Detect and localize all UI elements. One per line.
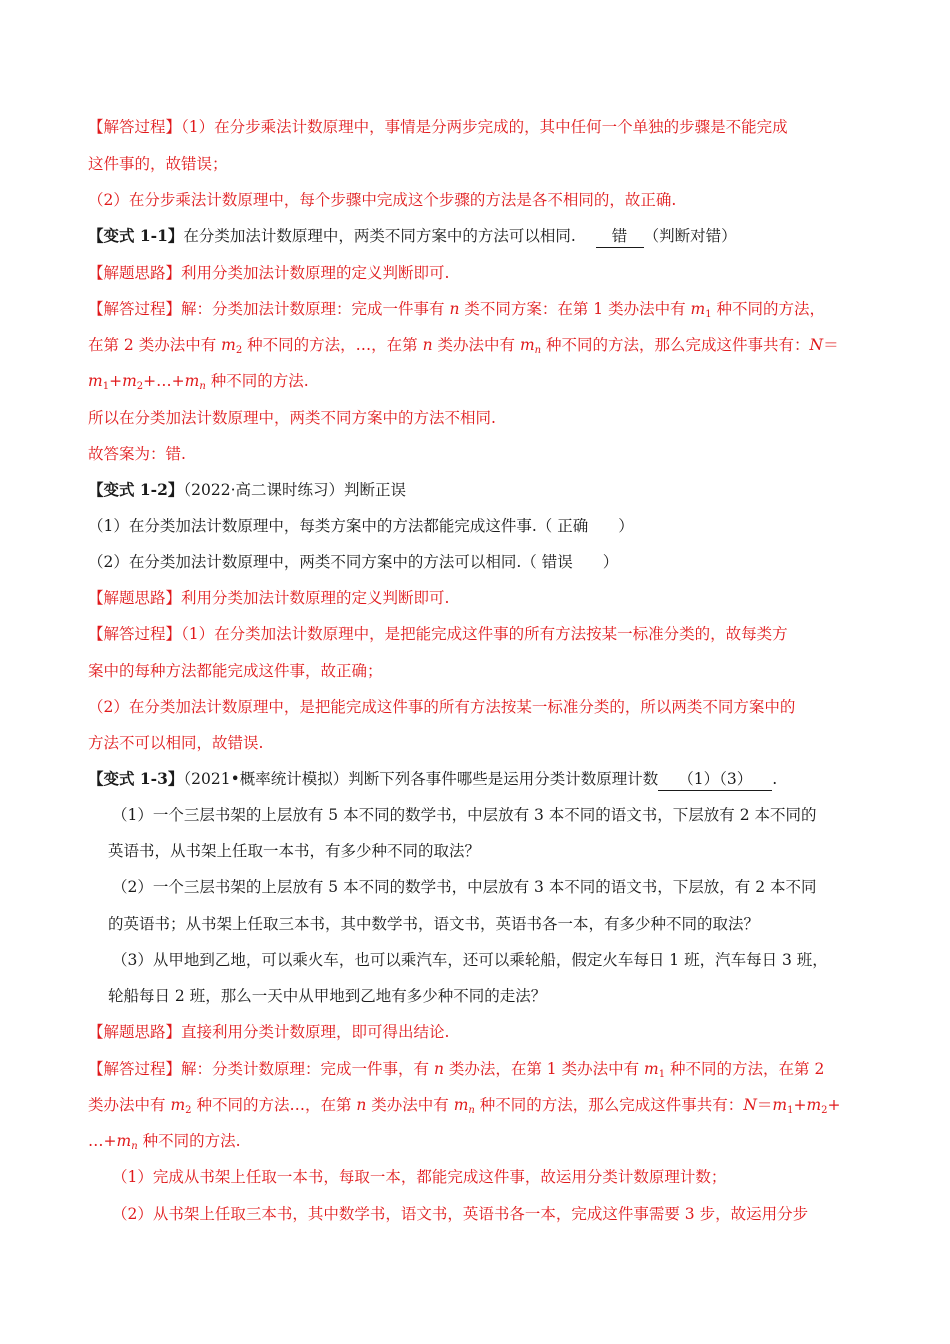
section-tag: 【解答过程】	[88, 118, 182, 136]
answer-line: 故答案为：错.	[88, 445, 186, 463]
answer: 正确	[552, 517, 589, 535]
variant-1-1-question	[88, 225, 737, 248]
section-tag: 【解答过程】	[88, 625, 182, 643]
math-sub: n	[131, 1141, 138, 1152]
math-sub: n	[468, 1105, 475, 1116]
text: 种不同的方法，那么完成这件事共有：	[474, 1096, 744, 1114]
question-text: （2021•概率统计模拟）判断下列各事件哪些是运用分类计数原理计数	[183, 770, 659, 788]
sub-question: 轮船每日 2 班，那么一天中从甲地到乙地有多少种不同的走法？	[108, 987, 547, 1005]
text: （1）在分步乘法计数原理中，事情是分两步完成的，其中任何一个单独的步骤是不能完成	[181, 118, 788, 136]
text: +	[793, 1096, 807, 1114]
text: 种不同的方法.	[137, 1132, 241, 1150]
section-tag: 【变式 1-3】	[88, 769, 184, 788]
text: （1）在分类加法计数原理中，是把能完成这件事的所有方法按某一标准分类的，故每类方	[181, 625, 788, 643]
text: .	[772, 770, 778, 788]
answer: 错误	[536, 553, 573, 571]
text: 直接利用分类计数原理，即可得出结论.	[181, 1023, 450, 1041]
answer-process-line	[88, 116, 788, 138]
variant-1-3-question	[88, 768, 777, 791]
sub-question: （2）一个三层书架的上层放有 5 本不同的数学书，中层放有 3 本不同的语文书，下层放，有 2 本不同	[112, 878, 817, 896]
answer-process-line	[88, 1094, 841, 1116]
text: 种不同的方法.	[205, 372, 309, 390]
answer-process-line	[88, 1130, 241, 1152]
answer-process-line: （2）从书架上任取三本书，其中数学书，语文书，英语书各一本，完成这件事需要 3 步，故运用分步	[112, 1205, 809, 1223]
math-var: N	[809, 336, 824, 354]
text: （2）在分类加法计数原理中，两类不同方案中的方法可以相同.（	[88, 553, 537, 571]
answer-process-line: 这件事的，故错误；	[88, 155, 228, 173]
question-text: 在分类加法计数原理中，两类不同方案中的方法可以相同.	[183, 227, 576, 245]
answer-blank: （1）（3）	[658, 768, 772, 791]
math-sub: 1	[705, 309, 712, 320]
math-var: m	[122, 372, 137, 390]
text: 类不同方案：在第 1 类办法中有	[459, 300, 691, 318]
math-var: N	[743, 1096, 757, 1114]
answer-process-line: （1）完成从书架上任取一本书，每取一本，都能完成这件事，故运用分类计数原理计数；	[112, 1168, 727, 1186]
answer-process-line	[88, 298, 825, 320]
math-sub: 1	[102, 381, 110, 392]
text: +	[827, 1096, 841, 1114]
section-tag: 【解题思路】	[88, 1023, 182, 1041]
math-sub: n	[199, 381, 206, 392]
math-var: m	[519, 336, 535, 354]
math-var: m	[170, 1096, 186, 1114]
math-sub: 1	[787, 1105, 794, 1116]
answer-process-line	[88, 623, 788, 645]
text: ＝	[823, 336, 839, 354]
sub-question	[88, 551, 618, 573]
math-var: m	[221, 336, 236, 354]
text: 解：分类加法计数原理：完成一件事有	[181, 300, 450, 318]
section-tag: 【解答过程】	[88, 300, 182, 318]
math-sub: 2	[136, 381, 144, 392]
suffix: （判断对错）	[643, 227, 737, 245]
answer-process-line	[88, 334, 839, 356]
text: 在第 2 类办法中有	[88, 336, 222, 354]
answer-process-line: （2）在分步乘法计数原理中，每个步骤中完成这个步骤的方法是各不相同的，故正确.	[88, 191, 677, 209]
text: 种不同的方法，…，在第	[242, 336, 423, 354]
math-var: n	[356, 1096, 367, 1114]
math-var: n	[422, 336, 433, 354]
text: 利用分类加法计数原理的定义判断即可.	[181, 264, 450, 282]
section-tag: 【解题思路】	[88, 264, 182, 282]
math-sub: 2	[235, 345, 243, 356]
text: ）	[602, 553, 619, 571]
text: …+	[88, 1132, 117, 1150]
section-tag: 【解答过程】	[88, 1060, 182, 1078]
math-var: m	[772, 1096, 788, 1114]
solution-idea-line	[88, 262, 449, 284]
answer-process-line: 案中的每种方法都能完成这件事，故正确；	[88, 662, 383, 680]
text: 类办法中有	[432, 336, 520, 354]
sub-question: 英语书，从书架上任取一本书，有多少种不同的取法？	[108, 842, 481, 860]
text: （1）在分类加法计数原理中，每类方案中的方法都能完成这件事.（	[88, 517, 553, 535]
math-var: m	[453, 1096, 469, 1114]
text: ）	[618, 517, 634, 535]
question-text: （2022·高二课时练习）判断正误	[183, 481, 407, 499]
section-tag: 【解题思路】	[88, 589, 182, 607]
text: 类办法，在第 1 类办法中有	[443, 1060, 645, 1078]
text: +	[109, 372, 123, 390]
answer-process-line: （2）在分类加法计数原理中，是把能完成这件事的所有方法按某一标准分类的，所以两类不同方案中的	[88, 698, 796, 716]
sub-question	[88, 515, 634, 537]
math-var: n	[449, 300, 460, 318]
text: 类办法中有	[88, 1096, 171, 1114]
math-var: m	[88, 372, 103, 390]
text: 种不同的方法，在第 2	[665, 1060, 825, 1078]
solution-idea-line	[88, 1021, 449, 1043]
math-sub: 2	[185, 1105, 192, 1116]
sub-question: （3）从甲地到乙地，可以乘火车，也可以乘汽车，还可以乘轮船，假定火车每日 1 班，汽车每日 3 班，	[112, 951, 828, 969]
text: 种不同的方法，那么完成这件事共有：	[541, 336, 810, 354]
text: 种不同的方法，	[711, 300, 826, 318]
answer-process-line: 方法不可以相同，故错误.	[88, 734, 264, 752]
math-sub: 2	[821, 1105, 828, 1116]
text: 解：分类计数原理：完成一件事，有	[181, 1060, 434, 1078]
text: 利用分类加法计数原理的定义判断即可.	[181, 589, 450, 607]
text: 种不同的方法…，在第	[191, 1096, 357, 1114]
math-var: m	[806, 1096, 822, 1114]
answer-blank: 错	[596, 225, 644, 248]
math-var: m	[184, 372, 200, 390]
math-sub: 1	[658, 1069, 666, 1080]
sub-question: （1）一个三层书架的上层放有 5 本不同的数学书，中层放有 3 本不同的语文书，下层放有 2 本不同的	[112, 806, 817, 824]
answer-process-line: 所以在分类加法计数原理中，两类不同方案中的方法不相同.	[88, 409, 496, 427]
section-tag: 【变式 1-2】	[88, 480, 184, 499]
math-var: n	[433, 1060, 444, 1078]
answer-process-line	[88, 1058, 824, 1080]
variant-1-2-question	[88, 479, 406, 501]
math-sub: n	[534, 345, 542, 356]
text: ＝	[756, 1096, 773, 1114]
math-var: m	[644, 1060, 659, 1078]
text: +…+	[143, 372, 185, 390]
sub-question: 的英语书；从书架上任取三本书，其中数学书，语文书，英语书各一本，有多少种不同的取法？	[108, 915, 760, 933]
solution-idea-line	[88, 587, 449, 609]
math-var: m	[690, 300, 706, 318]
math-var: m	[116, 1132, 132, 1150]
text: 类办法中有	[366, 1096, 454, 1114]
section-tag: 【变式 1-1】	[88, 226, 184, 245]
answer-process-line	[88, 370, 309, 392]
